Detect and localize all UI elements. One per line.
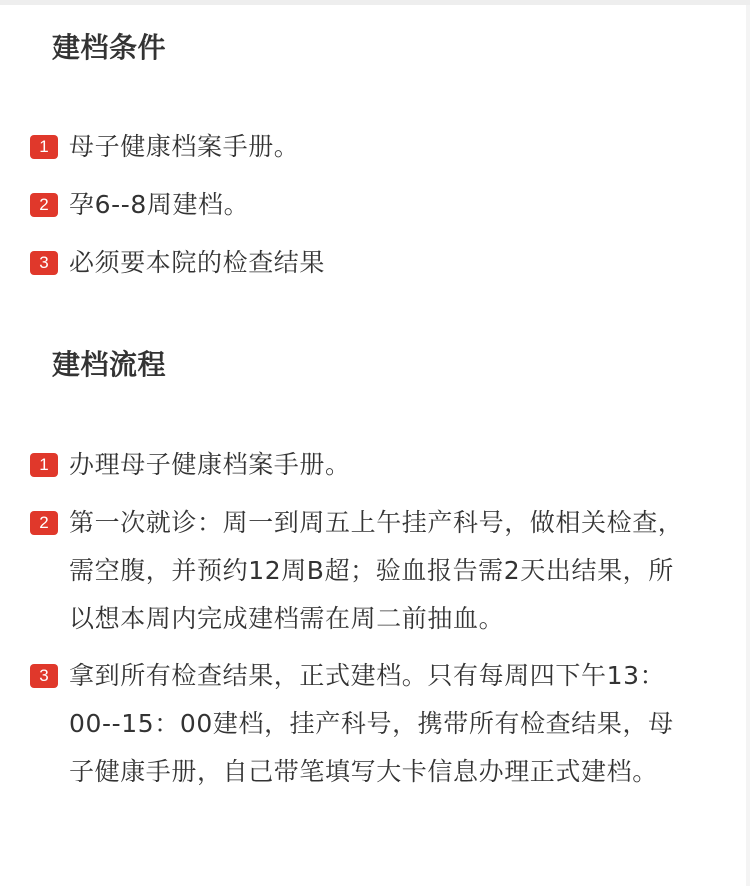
top-divider: [0, 0, 750, 5]
process-item-text: 拿到所有检查结果，正式建档。只有每周四下午13：00--15：00建档，挂产科号，携带所有检查结果，母子健康手册，自己带笔填写大卡信息办理正式建档。: [69, 661, 674, 786]
number-badge: 1: [30, 135, 58, 159]
scrollbar-track[interactable]: [746, 5, 750, 886]
number-badge: 2: [30, 193, 58, 217]
condition-item-text: 必须要本院的检查结果: [69, 248, 326, 277]
condition-item-text: 孕6--8周建档。: [69, 190, 250, 219]
condition-item-text: 母子健康档案手册。: [69, 132, 300, 161]
section-title-conditions: 建档条件: [52, 31, 167, 64]
section-title-process: 建档流程: [52, 348, 167, 381]
process-item-text: 第一次就诊：周一到周五上午挂产科号，做相关检查，需空腹，并预约12周B超；验血报告需2天出结果，所以想本周内完成建档需在周二前抽血。: [69, 508, 684, 633]
number-badge: 3: [30, 251, 58, 275]
number-badge: 1: [30, 453, 58, 477]
process-item-text: 办理母子健康档案手册。: [69, 450, 351, 479]
number-badge: 2: [30, 511, 58, 535]
number-badge: 3: [30, 664, 58, 688]
